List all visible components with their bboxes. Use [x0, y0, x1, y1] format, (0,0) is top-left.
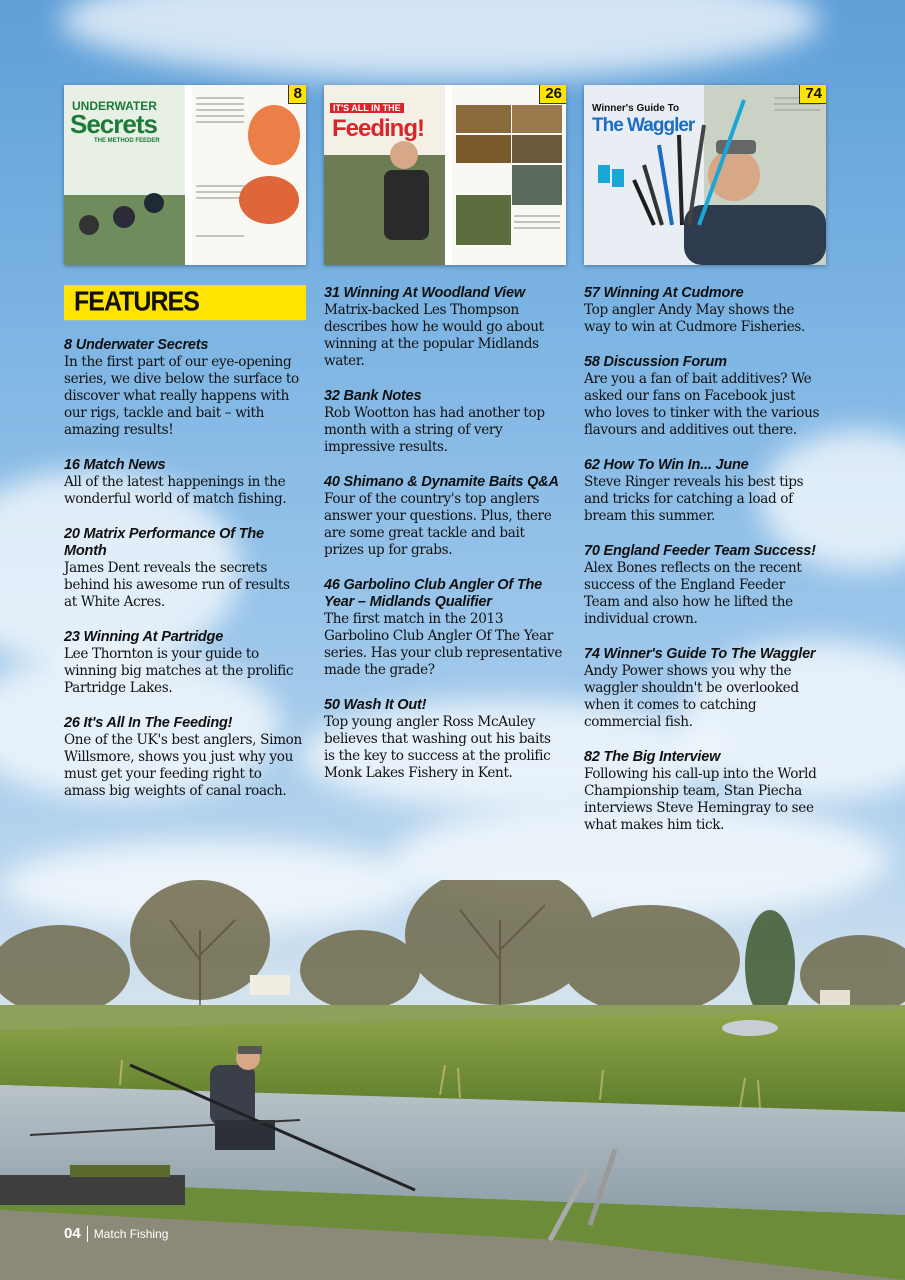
feature-description: All of the latest happenings in the wonderful world of match fishing.: [64, 474, 287, 507]
feature-item[interactable]: [584, 646, 824, 731]
page-footer: [64, 1225, 168, 1242]
feature-description: Matrix-backed Les Thompson describes how he would go about winning at the popular Midlands water.: [324, 302, 544, 369]
feature-title: 57 Winning At Cudmore: [584, 285, 744, 301]
thumbnail-kicker: UNDERWATER: [72, 99, 157, 113]
feature-description: Alex Bones reflects on the recent success of the England Feeder Team and also how he lifted the individual crown.: [584, 560, 802, 627]
feature-item[interactable]: [324, 285, 564, 370]
feature-item[interactable]: [64, 457, 304, 508]
feature-title: 40 Shimano & Dynamite Baits Q&A: [324, 474, 559, 490]
feature-description: Lee Thornton is your guide to winning big matches at the prolific Partridge Lakes.: [64, 646, 294, 696]
thumbnail-winners-guide-waggler[interactable]: [584, 85, 826, 265]
feature-title: 20 Matrix Performance Of The Month: [64, 526, 264, 559]
feature-title: 62 How To Win In... June: [584, 457, 749, 473]
feature-description: The first match in the 2013 Garbolino Club Angler Of The Year series. Has your club representative made the grade?: [324, 611, 563, 678]
feature-description: Steve Ringer reveals his best tips and tricks for catching a load of bream this summer.: [584, 474, 804, 524]
thumbnail-kicker: Winner's Guide To: [592, 103, 680, 114]
feature-description: One of the UK's best anglers, Simon Willsmore, shows you just why you must get your feeding right to amass big weights of canal roach.: [64, 732, 302, 799]
thumbnail-headline: Feeding!: [332, 115, 424, 142]
feature-item[interactable]: [64, 526, 304, 611]
feature-description: Rob Wootton has had another top month with a string of very impressive results.: [324, 405, 545, 455]
feature-description: James Dent reveals the secrets behind his awesome run of results at White Acres.: [64, 560, 290, 610]
thumbnail-subhead: THE METHOD FEEDER: [94, 138, 160, 144]
feature-description: Are you a fan of bait additives? We asked our fans on Facebook just who loves to tinker with the various flavours and additives out there.: [584, 371, 820, 438]
feature-item[interactable]: [64, 715, 304, 800]
thumbnail-underwater-secrets[interactable]: [64, 85, 306, 265]
thumbnail-its-all-in-the-feeding[interactable]: [324, 85, 566, 265]
feature-description: Top young angler Ross McAuley believes that washing out his baits is the key to success at the prolific Monk Lakes Fishery in Kent.: [324, 714, 551, 781]
feature-item[interactable]: [584, 285, 824, 336]
feature-description: In the first part of our eye-opening series, we dive below the surface to discover what really happens with our rigs, tackle and bait – with amazing results!: [64, 354, 299, 438]
magazine-name: Match Fishing: [93, 1226, 169, 1241]
feature-item[interactable]: [584, 749, 824, 834]
feature-item[interactable]: [64, 629, 304, 697]
feature-title: 16 Match News: [64, 457, 166, 473]
feature-title: 8 Underwater Secrets: [64, 337, 209, 353]
cloud: [60, 0, 820, 80]
feature-description: Top angler Andy May shows the way to win at Cudmore Fisheries.: [584, 302, 805, 335]
feature-title: 32 Bank Notes: [324, 388, 422, 404]
feature-item[interactable]: [584, 354, 824, 439]
contents-column-3: [584, 285, 824, 852]
feature-title: 58 Discussion Forum: [584, 354, 727, 370]
page-number-badge: 74: [799, 85, 826, 104]
contents-column-2: [324, 285, 564, 800]
feature-item[interactable]: [584, 457, 824, 525]
feature-title: 26 It's All In The Feeding!: [64, 715, 233, 731]
feature-title: 82 The Big Interview: [584, 749, 721, 765]
contents-column-1: [64, 285, 304, 818]
feature-description: Following his call-up into the World Championship team, Stan Piecha interviews Steve Hemingray to see what makes him tick.: [584, 766, 817, 833]
feature-item[interactable]: [324, 388, 564, 456]
feature-title: 74 Winner's Guide To The Waggler: [584, 646, 816, 662]
feature-title: 31 Winning At Woodland View: [324, 285, 525, 301]
page-number-badge: 8: [288, 85, 306, 104]
footer-divider: [87, 1226, 88, 1242]
feature-item[interactable]: [64, 337, 304, 439]
feature-description: Andy Power shows you why the waggler shouldn't be overlooked when it comes to catching commercial fish.: [584, 663, 799, 730]
feature-item[interactable]: [324, 697, 564, 782]
features-heading: FEATURES: [64, 285, 306, 320]
thumbnail-headline: The Waggler: [592, 115, 695, 136]
feature-item[interactable]: [324, 474, 564, 559]
feature-item[interactable]: [324, 577, 564, 679]
thumbnail-headline: Secrets: [70, 109, 157, 139]
lake-landscape-photo: [0, 880, 905, 1280]
feature-title: 23 Winning At Partridge: [64, 629, 224, 645]
feature-title: 46 Garbolino Club Angler Of The Year – Midlands Qualifier: [324, 577, 543, 610]
feature-description: Four of the country's top anglers answer your questions. Plus, there are some great tackle and bait prizes up for grabs.: [324, 491, 552, 558]
page-number-badge: 26: [539, 85, 566, 104]
feature-title: 50 Wash It Out!: [324, 697, 427, 713]
page-number: 04: [64, 1225, 81, 1242]
feature-title: 70 England Feeder Team Success!: [584, 543, 816, 559]
thumbnail-kicker: IT'S ALL IN THE: [330, 103, 404, 113]
feature-item[interactable]: [584, 543, 824, 628]
